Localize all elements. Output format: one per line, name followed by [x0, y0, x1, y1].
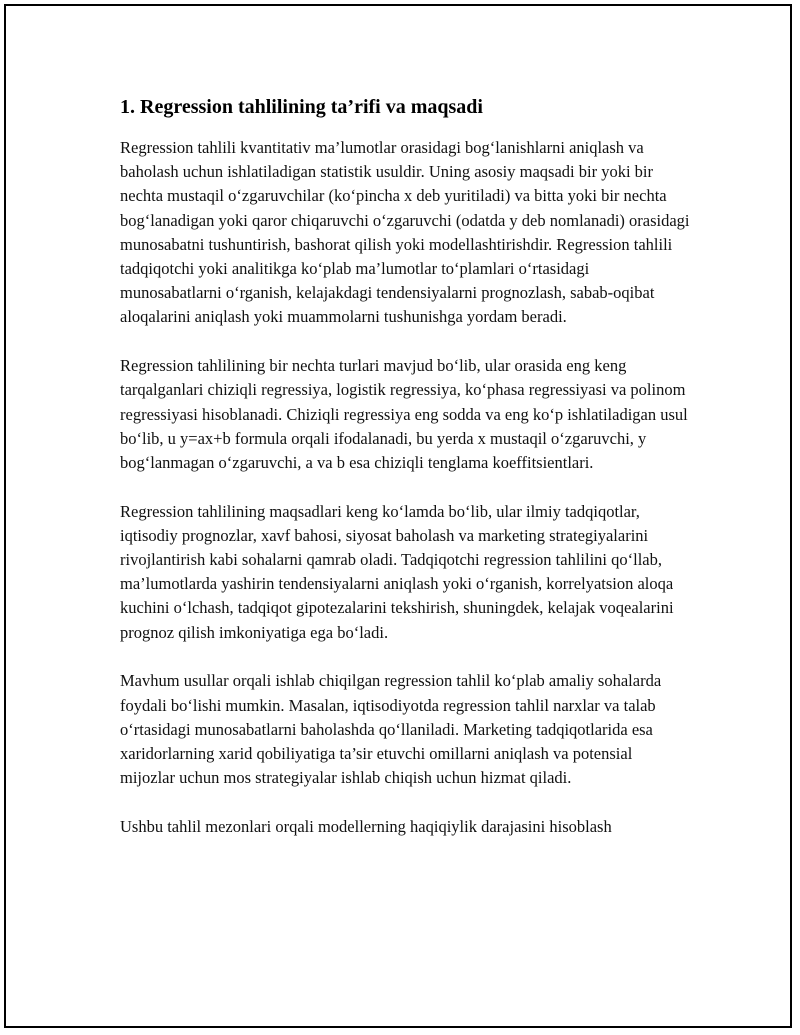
paragraph-4: Mavhum usullar orqali ishlab chiqilgan regression tahlil ko‘plab amaliy sohalarda foydali bo‘lishi mumkin. Masalan, iqtisodiyotda regression tahlil narxlar va talab o‘rtasidagi munosabatlarni baholashda qo‘llaniladi. Marketing tadqiqotlarida esa xaridorlarning xarid qobiliyatiga ta’sir etuvchi omillarni aniqlash va potensial mijozlar uchun mos strategiyalar ishlab chiqish uchun hizmat qiladi. [120, 671, 662, 788]
paragraph-3: Regression tahlilining maqsadlari keng ko‘lamda bo‘lib, ular ilmiy tadqiqotlar, iqtisodiy prognozlar, xavf bahosi, siyosat baholash va marketing strategiyalarini rivojlantirish kabi sohalarni qamrab oladi. Tadqiqotchi regression tahlilini qo‘llab, ma’lumotlarda yashirin tendensiyalarni aniqlash yoki o‘rganish, korrelyatsion aloqa kuchini o‘lchash, tadqiqot gipotezalarini tekshirish, shuningdek, kelajak voqealarini prognoz qilish imkoniyatiga ega bo‘ladi. [120, 501, 674, 642]
paragraph-5: Ushbu tahlil mezonlari orqali modellerning haqiqiylik darajasini hisoblash [120, 816, 612, 836]
section-heading: 1. Regression tahlilining ta’rifi va maqsadi [120, 96, 483, 118]
document-page [4, 4, 792, 1028]
paragraph-2: Regression tahlilining bir nechta turlari mavjud bo‘lib, ular orasida eng keng tarqalganlari chiziqli regressiya, logistik regressiya, ko‘phasa regressiyasi va polinom regressiyasi hisoblanadi. Chiziqli regressiya eng sodda va eng ko‘p ishlatiladigan usul bo‘lib, u y=ax+b formula orqali ifodalanadi, bu yerda x mustaqil o‘zgaruvchi, y bog‘lanmagan o‘zgaruvchi, a va b esa chiziqli tenglama koeffitsientlari. [120, 356, 688, 472]
document-body [120, 94, 690, 864]
paragraph-1: Regression tahlili kvantitativ ma’lumotlar orasidagi bog‘lanishlarni aniqlash va baholash uchun ishlatiladigan statistik usuldir. Uning asosiy maqsadi bir yoki bir nechta mustaqil o‘zgaruvchilar (ko‘pincha x deb yuritiladi) va bitta yoki bir nechta bog‘lanadigan yoki qaror chiqaruvchi o‘zgaruvchi (odatda y deb nomlanadi) orasidagi munosabatni tushuntirish, bashorat qilish yoki modellashtirishdir. Regression tahlili tadqiqotchi yoki analitikga ko‘plab ma’lumotlar to‘plamlari o‘rtasidagi munosabatlarni o‘rganish, kelajakdagi tendensiyalarni prognozlash, sabab-oqibat aloqalarini aniqlash yoki muammolarni tushunishga yordam beradi. [120, 138, 690, 327]
